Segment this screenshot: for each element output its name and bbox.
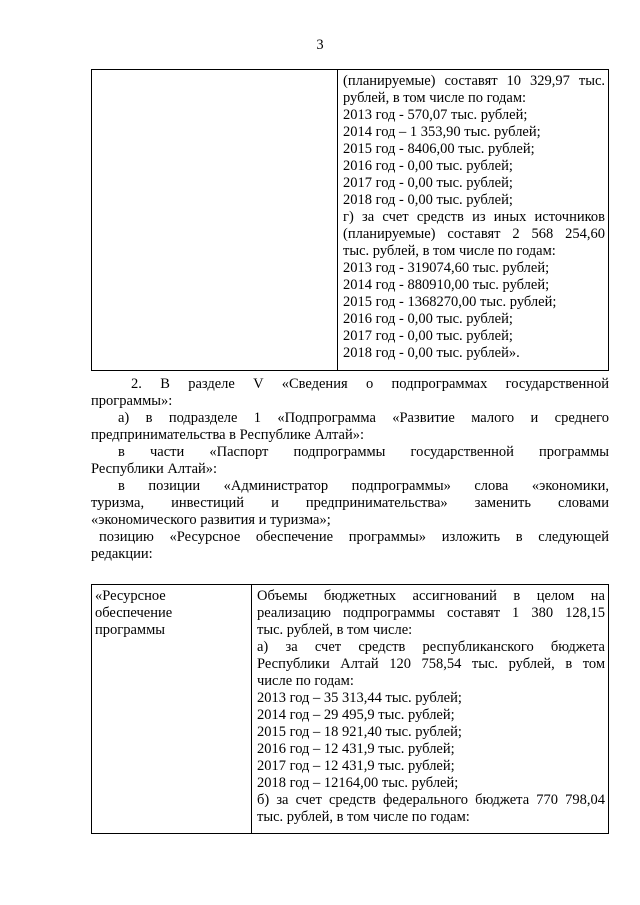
resource-table <box>91 584 609 834</box>
para-section-v-line2: программы»: <box>91 393 173 409</box>
table1-text-line: 2016 год - 0,00 тыс. рублей; <box>343 158 513 174</box>
table2-text-line: б) за счет средств федерального бюджета 770 798,04 <box>257 792 605 808</box>
para-subsection-1-line1: а) в подразделе 1 «Подпрограмма «Развитие малого и среднего <box>118 410 609 426</box>
para-passport-line2: Республики Алтай»: <box>91 461 218 477</box>
table2-text-line: Объемы бюджетных ассигнований в целом на <box>257 588 605 604</box>
table2-text-line: тыс. рублей, в том числе: <box>257 622 413 638</box>
table1-text-line: (планируемые) составят 10 329,97 тыс. <box>343 73 605 89</box>
table2-text-line: 2015 год – 18 921,40 тыс. рублей; <box>257 724 462 740</box>
table1-text-line: 2014 год - 880910,00 тыс. рублей; <box>343 277 550 293</box>
table1-text-line: тыс. рублей, в том числе по годам: <box>343 243 556 259</box>
table2-text-line: тыс. рублей, в том числе по годам: <box>257 809 470 825</box>
para-resource-line1: позицию «Ресурсное обеспечение программы» изложить в следующей <box>99 529 609 545</box>
table2-label-line: «Ресурсное <box>95 588 166 604</box>
page-number: 3 <box>316 37 324 53</box>
para-passport-line1: в части «Паспорт подпрограммы государственной программы <box>118 444 609 460</box>
table1-text-line: 2013 год - 319074,60 тыс. рублей; <box>343 260 550 276</box>
table1-right-cell <box>343 73 605 362</box>
table2-text-line: 2017 год – 12 431,9 тыс. рублей; <box>257 758 455 774</box>
table2-right-cell <box>257 588 605 826</box>
para-administrator-line1: в позиции «Администратор подпрограммы» слова «экономики, <box>118 478 609 494</box>
table1-text-line: 2013 год - 570,07 тыс. рублей; <box>343 107 528 123</box>
table1-text-line: 2018 год - 0,00 тыс. рублей; <box>343 192 513 208</box>
table2-label-line: обеспечение <box>95 605 173 621</box>
table2-text-line: реализацию подпрограммы составят 1 380 128,15 <box>257 605 605 621</box>
table1-text-line: г) за счет средств из иных источников <box>343 209 605 225</box>
resource-table-continuation <box>91 69 609 371</box>
table2-text-line: а) за счет средств республиканского бюджета <box>257 639 605 655</box>
para-administrator-line3: «экономического развития и туризма»; <box>91 512 331 528</box>
table1-text-line: 2015 год - 8406,00 тыс. рублей; <box>343 141 535 157</box>
table1-text-line: 2017 год - 0,00 тыс. рублей; <box>343 328 513 344</box>
table2-text-line: числе по годам: <box>257 673 354 689</box>
table1-text-line: 2014 год – 1 353,90 тыс. рублей; <box>343 124 541 140</box>
table2-label-line: программы <box>95 622 165 638</box>
table2-text-line: 2014 год – 29 495,9 тыс. рублей; <box>257 707 455 723</box>
table1-text-line: (планируемые) составят 2 568 254,60 <box>343 226 605 242</box>
para-administrator-line2: туризма, инвестиций и предпринимательства» заменить словами <box>91 495 609 511</box>
table1-left-cell <box>92 70 338 370</box>
amendment-text <box>91 376 609 563</box>
table2-text-line: 2013 год – 35 313,44 тыс. рублей; <box>257 690 462 706</box>
table1-text-line: 2016 год - 0,00 тыс. рублей; <box>343 311 513 327</box>
para-resource-line2: редакции: <box>91 546 153 562</box>
table1-text-line: 2018 год - 0,00 тыс. рублей». <box>343 345 520 361</box>
table2-text-line: Республики Алтай 120 758,54 тыс. рублей, в том <box>257 656 605 672</box>
table1-text-line: 2015 год - 1368270,00 тыс. рублей; <box>343 294 557 310</box>
table2-left-cell <box>92 585 252 833</box>
table1-text-line: 2017 год - 0,00 тыс. рублей; <box>343 175 513 191</box>
table2-text-line: 2018 год – 12164,00 тыс. рублей; <box>257 775 459 791</box>
para-subsection-1-line2: предпринимательства в Республике Алтай»: <box>91 427 365 443</box>
table1-text-line: рублей, в том числе по годам: <box>343 90 527 106</box>
para-section-v-line1: 2. В разделе V «Сведения о подпрограммах государственной <box>131 376 609 392</box>
table2-text-line: 2016 год – 12 431,9 тыс. рублей; <box>257 741 455 757</box>
